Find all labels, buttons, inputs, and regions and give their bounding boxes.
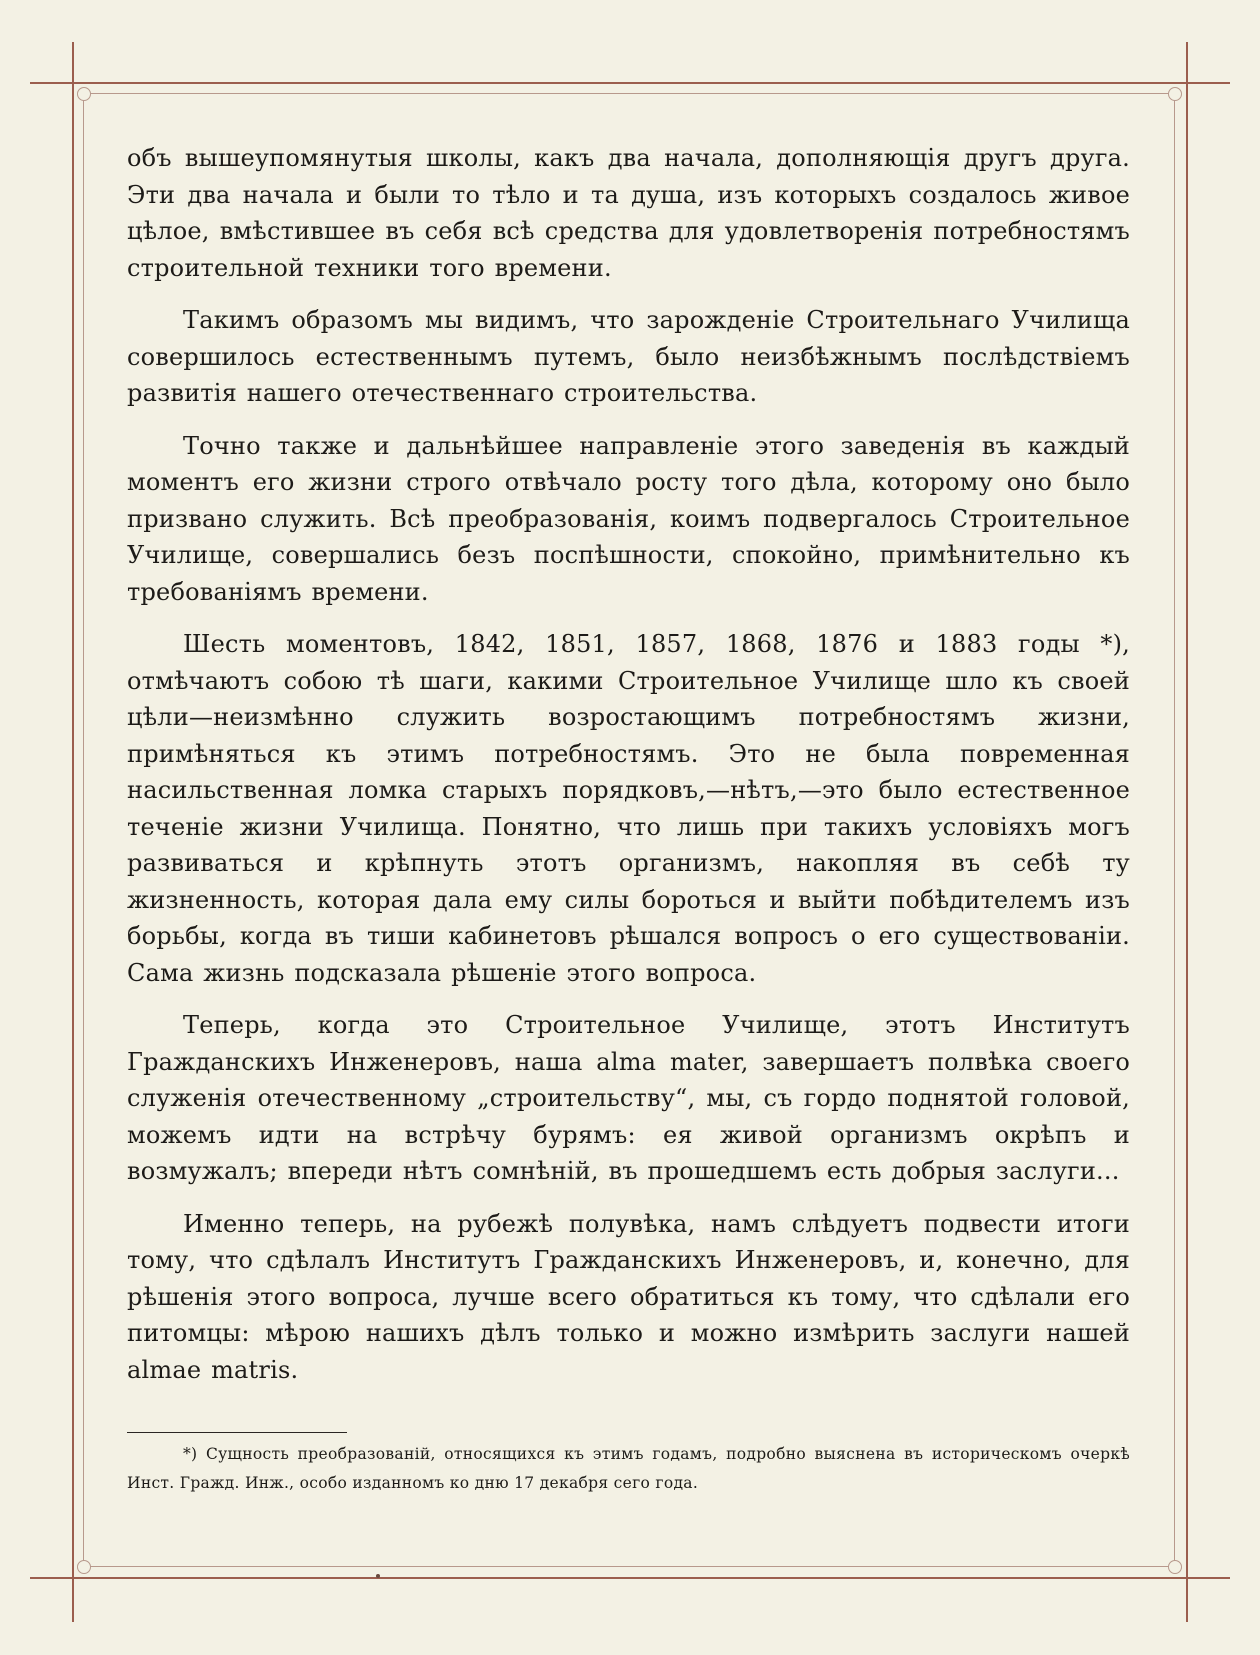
- page-body: [127, 140, 1130, 1388]
- corner-ornament-top-right: [1168, 87, 1182, 101]
- frame-bottom-inner-rule: [80, 1566, 1180, 1567]
- corner-ornament-bottom-left: [77, 1560, 91, 1574]
- frame-left-inner-rule: [83, 90, 84, 1570]
- footnote-separator: [127, 1432, 347, 1433]
- paragraph: Теперь, когда это Строительное Училище, этотъ Институтъ Гражданскихъ Инженеровъ, наша alma mater, завершаетъ полвѣка своего служенія отечественному „строительству“, мы, съ гордо поднятой головой, можемъ идти на встрѣчу бурямъ: ея живой организмъ окрѣпъ и возмужалъ; впереди нѣтъ сомнѣній, въ прошедшемъ есть добрыя заслуги...: [127, 1011, 1130, 1185]
- paragraph: Шесть моментовъ, 1842, 1851, 1857, 1868, 1876 и 1883 годы *), отмѣчаютъ собою тѣ шаги, какими Строительное Училище шло къ своей цѣли—неизмѣнно служить возростающимъ потребностямъ жизни, примѣняться къ этимъ потребностямъ. Это не была повременная насильственная ломка старыхъ порядковъ,—нѣтъ,—это было естественное теченіе жизни Училища. Понятно, что лишь при такихъ условіяхъ могъ развиваться и крѣпнуть этотъ организмъ, накопляя въ себѣ ту жизненность, которая дала ему силы бороться и выйти побѣдителемъ изъ борьбы, когда въ тиши кабинетовъ рѣшался вопросъ о его существованіи. Сама жизнь подсказала рѣшеніе этого вопроса.: [127, 630, 1130, 987]
- paragraph: Такимъ образомъ мы видимъ, что зарожденіе Строительнаго Училища совершилось естественнымъ путемъ, было неизбѣжнымъ послѣдствіемъ развитія нашего отечественнаго строительства.: [127, 306, 1130, 407]
- frame-right-inner-rule: [1174, 90, 1175, 1570]
- paragraph: Именно теперь, на рубежѣ полувѣка, намъ слѣдуетъ подвести итоги тому, что сдѣлалъ Институтъ Гражданскихъ Инженеровъ, и, конечно, для рѣшенія этого вопроса, лучше всего обратиться къ тому, что сдѣлали его питомцы: мѣрою нашихъ дѣлъ только и можно измѣрить заслуги нашей almae matris.: [127, 1209, 1130, 1384]
- paragraph: объ вышеупомянутыя школы, какъ два начала, дополняющія другъ друга. Эти два начала и были то тѣло и та душа, изъ которыхъ создалось живое цѣлое, вмѣстившее въ себя всѣ средства для удовлетворенія потребностямъ строительной техники того времени.: [127, 144, 1130, 282]
- frame-bottom-dot: [376, 1574, 380, 1578]
- frame-top-rule: [30, 82, 1230, 84]
- corner-ornament-top-left: [77, 87, 91, 101]
- corner-ornament-bottom-right: [1168, 1560, 1182, 1574]
- paragraph: Точно также и дальнѣйшее направленіе этого заведенія въ каждый моментъ его жизни строго отвѣчало росту того дѣла, которому оно было призвано служить. Всѣ преобразованія, коимъ подвергалось Строительное Училище, совершались безъ поспѣшности, спокойно, примѣнительно къ требованіямъ времени.: [127, 431, 1130, 606]
- frame-bottom-rule: [30, 1577, 1230, 1579]
- frame-left-rule: [72, 42, 74, 1622]
- frame-top-inner-rule: [80, 93, 1180, 94]
- frame-right-rule: [1186, 42, 1188, 1622]
- footnote: *) Сущность преобразованій, относящихся къ этимъ годамъ, подробно выяснена въ историческомъ очеркѣ Инст. Гражд. Инж., особо изданномъ ко дню 17 декабря сего года.: [127, 1445, 1130, 1492]
